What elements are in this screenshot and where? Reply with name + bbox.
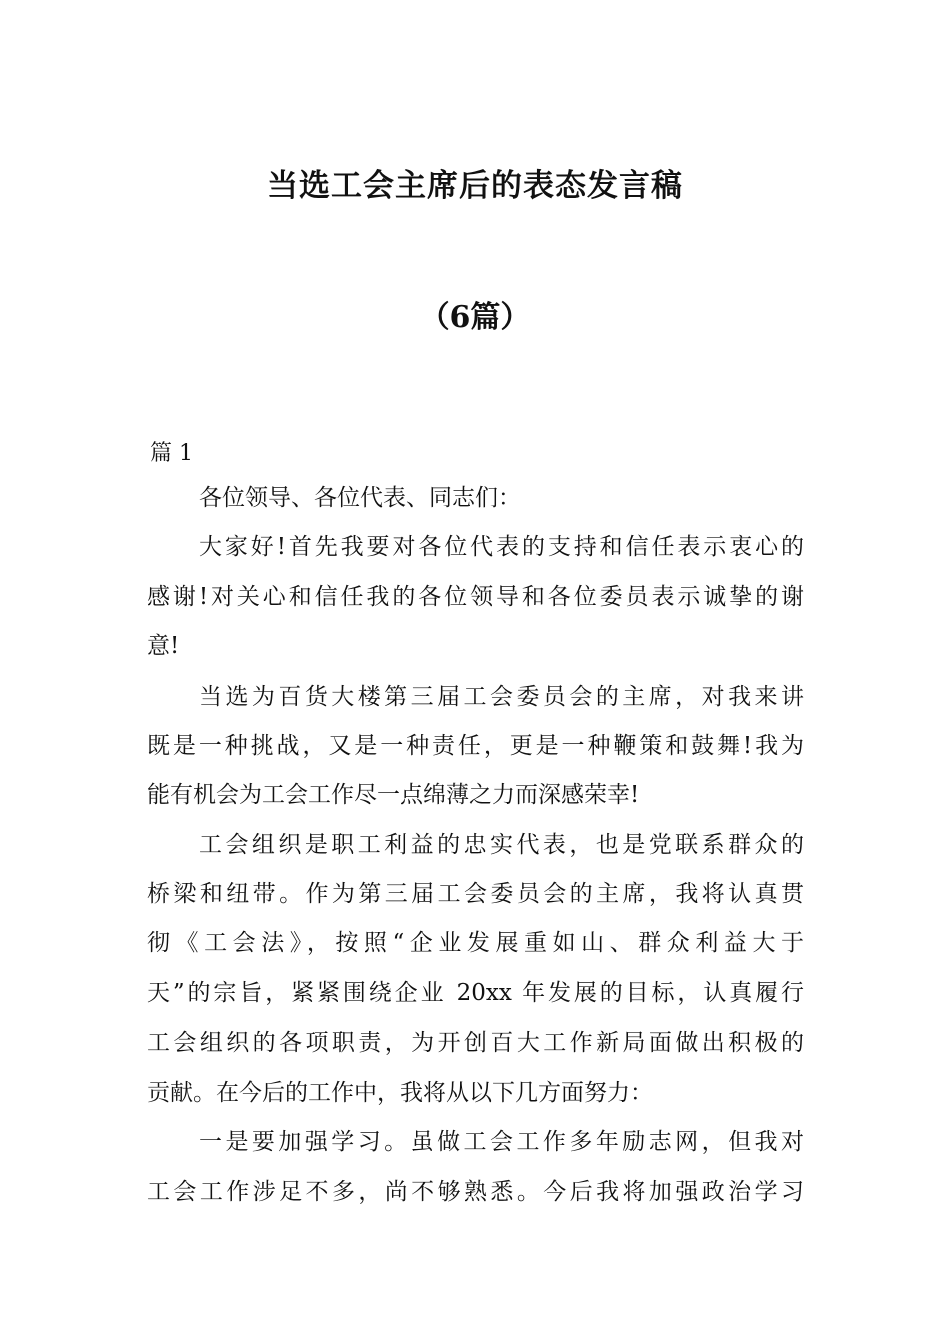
document-title: 当选工会主席后的表态发言稿 (267, 168, 683, 204)
paragraph-line: 工会组织是职工利益的忠实代表，也是党联系群众的 (199, 832, 804, 858)
paragraph-line: 意! (147, 633, 180, 659)
paragraph-line: 天”的宗旨，紧紧围绕企业 20xx 年发展的目标，认真履行 (147, 980, 804, 1006)
paragraph-line: 各位领导、各位代表、同志们： (199, 485, 521, 511)
section-label: 篇 1 (150, 441, 193, 466)
paragraph-line: 感谢!对关心和信任我的各位领导和各位委员表示诚挚的谢 (147, 584, 804, 610)
paragraph-line: 工会组织的各项职责，为开创百大工作新局面做出积极的 (147, 1030, 804, 1056)
paragraph-line: 能有机会为工会工作尽一点绵薄之力而深感荣幸! (147, 782, 640, 808)
document-subtitle: （6篇） (419, 300, 531, 335)
paragraph-line: 一是要加强学习。虽做工会工作多年励志网，但我对 (199, 1129, 804, 1155)
paragraph-line: 彻《工会法》，按照“企业发展重如山、群众利益大于 (147, 930, 804, 956)
paragraph-line: 贡献。在今后的工作中，我将从以下几方面努力： (147, 1080, 653, 1106)
paragraph-line: 桥梁和纽带。作为第三届工会委员会的主席，我将认真贯 (147, 881, 804, 907)
paragraph-line: 大家好!首先我要对各位代表的支持和信任表示衷心的 (199, 534, 804, 560)
paragraph-line: 当选为百货大楼第三届工会委员会的主席，对我来讲 (199, 684, 804, 710)
paragraph-line: 工会工作涉足不多，尚不够熟悉。今后我将加强政治学习 (147, 1179, 804, 1205)
paragraph-line: 既是一种挑战，又是一种责任，更是一种鞭策和鼓舞!我为 (147, 733, 804, 759)
